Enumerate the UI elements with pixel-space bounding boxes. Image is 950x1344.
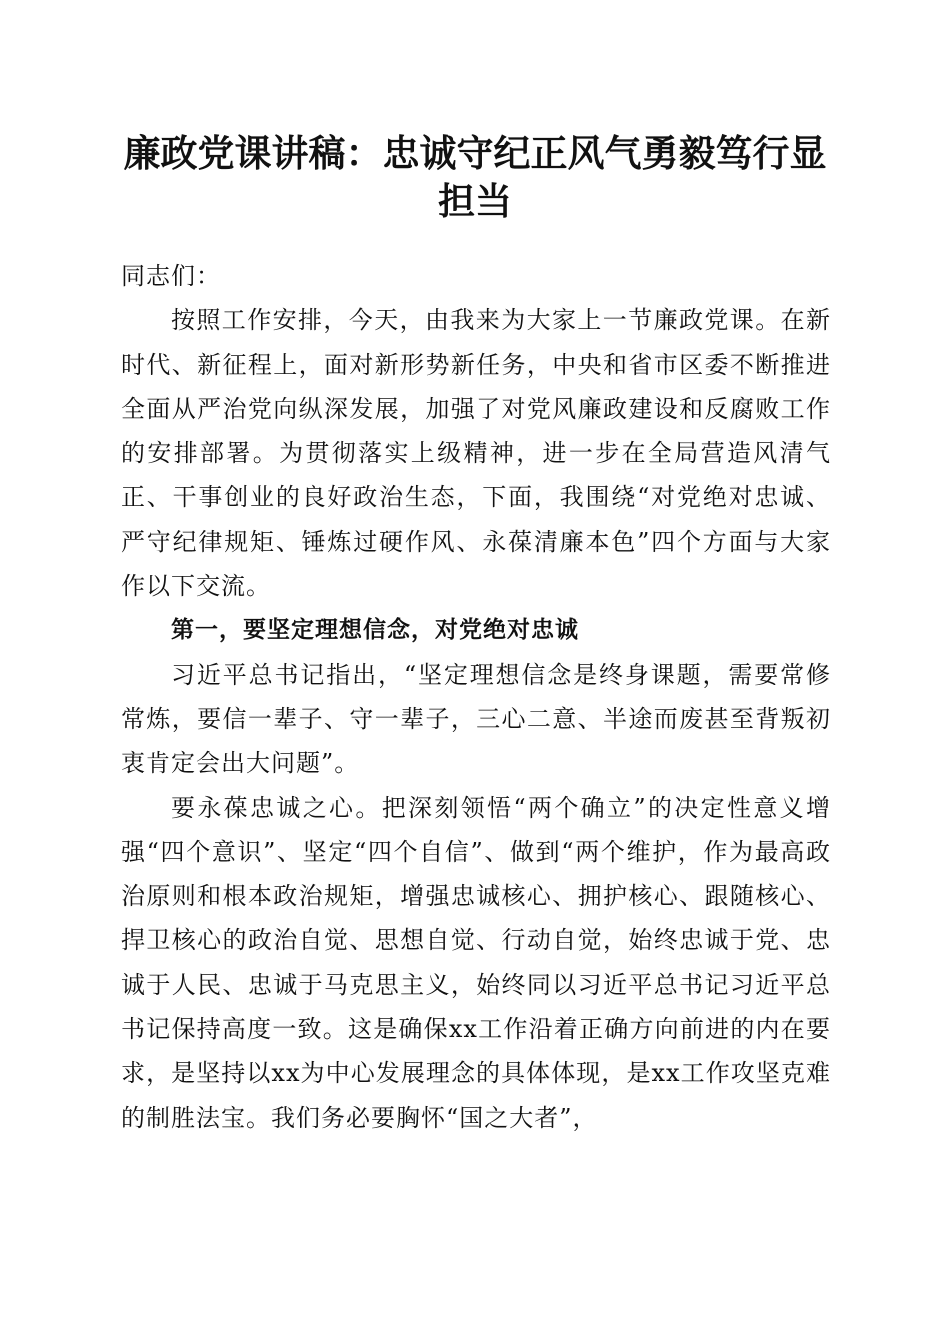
document-title: 廉政党课讲稿：忠诚守纪正风气勇毅笃行显担当: [123, 132, 827, 223]
salutation: 同志们：: [121, 262, 221, 290]
paragraph-quote: 习近平总书记指出，“坚定理想信念是终身课题，需要常修常炼，要信一辈子、守一辈子，三心二意、半途而废甚至背叛初衷肯定会出大问题”。: [121, 660, 831, 778]
paragraph-loyalty: 要永葆忠诚之心。把深刻领悟“两个确立”的决定性意义增强“四个意识”、坚定“四个自信”、做到“两个维护，作为最高政治原则和根本政治规矩，增强忠诚核心、拥护核心、跟随核心、捍卫核心的政治自觉、思想自觉、行动自觉，始终忠诚于党、忠诚于人民、忠诚于马克思主义，始终同以习近平总书记习近平总书记保持高度一致。这是确保xx工作沿着正确方向前进的内在要求，是坚持以xx为中心发展理念的具体体现，是xx工作攻坚克难的制胜法宝。我们务必要胸怀“国之大者”，: [121, 793, 831, 1132]
document-body: [121, 254, 831, 1140]
paragraph-intro: 按照工作安排，今天，由我来为大家上一节廉政党课。在新时代、新征程上，面对新形势新任务，中央和省市区委不断推进全面从严治党向纵深发展，加强了对党风廉政建设和反腐败工作的安排部署。为贯彻落实上级精神，进一步在全局营造风清气正、干事创业的良好政治生态，下面，我围绕“对党绝对忠诚、严守纪律规矩、锤炼过硬作风、永葆清廉本色”四个方面与大家作以下交流。: [121, 306, 831, 601]
section-heading-1: 第一，要坚定理想信念，对党绝对忠诚: [171, 617, 579, 644]
